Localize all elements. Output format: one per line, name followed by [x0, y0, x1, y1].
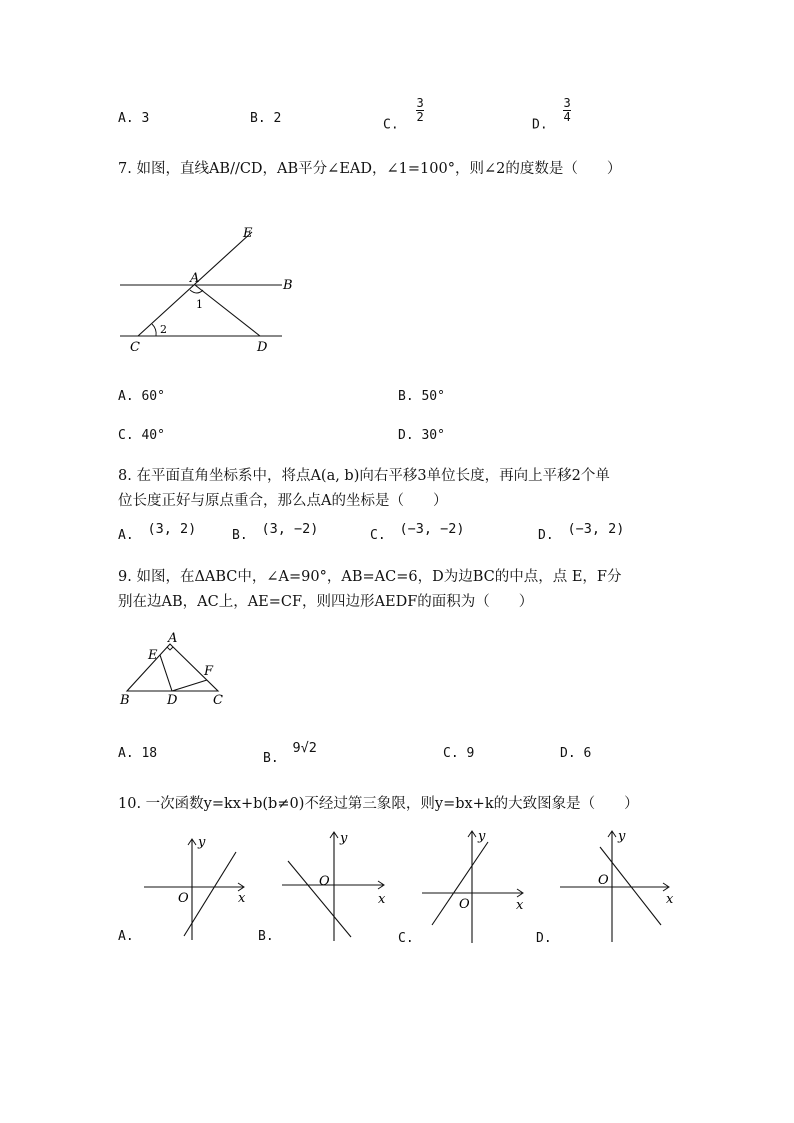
q9-option-b-prefix: B.	[263, 751, 279, 766]
q8-option-b-value: (3, −2)	[261, 521, 319, 537]
q7-option-d: D. 30°	[398, 428, 445, 443]
function-line	[600, 847, 661, 925]
q8-option-a-prefix: A.	[118, 528, 134, 543]
q6-option-c	[383, 96, 424, 133]
q6-option-d-prefix: D.	[532, 117, 548, 133]
label-d: D	[257, 340, 268, 355]
q8-option-d	[538, 521, 625, 543]
q8-option-c-prefix: C.	[370, 528, 386, 543]
right-angle-mark	[167, 647, 173, 650]
q9-option-b-value: 9√2	[292, 740, 317, 756]
y-label: y	[478, 829, 486, 844]
q7-option-a: A. 60°	[118, 389, 165, 404]
q8-option-b-prefix: B.	[232, 528, 248, 543]
x-label: x	[516, 898, 524, 913]
q6-option-c-fraction	[416, 97, 423, 123]
q9-option-c: C. 9	[443, 746, 475, 761]
label-angle-2: 2	[160, 323, 167, 336]
label-b: B	[283, 278, 293, 293]
q10-graph-b	[278, 825, 398, 945]
q8-option-d-value: (−3, 2)	[567, 521, 625, 537]
origin-label: O	[319, 874, 330, 889]
label-b: B	[120, 693, 130, 708]
label-f: F	[204, 664, 214, 679]
q6-c-denominator: 2	[416, 109, 424, 124]
function-line	[432, 842, 488, 925]
x-label: x	[666, 892, 674, 907]
origin-label: O	[178, 891, 189, 906]
q10-option-c: C.	[398, 931, 414, 946]
q10-graph-d	[556, 825, 681, 945]
q6-option-c-prefix: C.	[383, 117, 399, 133]
q8-stem-line2: 位长度正好与原点重合，那么点A的坐标是（ ）	[118, 493, 448, 509]
q9-option-d: D. 6	[560, 746, 592, 761]
angle-1-arc	[190, 290, 203, 293]
angle-2-arc	[152, 324, 156, 336]
q6-option-a: A. 3	[118, 111, 150, 126]
label-e: E	[243, 226, 253, 241]
q8-option-c	[370, 521, 465, 543]
y-label: y	[340, 831, 348, 846]
q8-option-a	[118, 521, 197, 543]
q8-stem-line1: 8. 在平面直角坐标系中，将点A(a, b)向右平移3单位长度，再向上平移2个单	[118, 468, 610, 484]
line-ad	[195, 285, 260, 336]
function-line	[288, 861, 351, 937]
label-angle-1: 1	[196, 298, 203, 311]
q8-option-a-value: (3, 2)	[147, 521, 197, 537]
label-e: E	[148, 648, 158, 663]
q6-c-numerator: 3	[416, 96, 424, 110]
q10-option-b: B.	[258, 929, 274, 944]
q7-stem: 7. 如图，直线AB//CD，AB平分∠EAD，∠1=100°，则∠2的度数是（ ）	[118, 161, 622, 177]
x-label: x	[238, 891, 246, 906]
q7-option-b: B. 50°	[398, 389, 445, 404]
label-a: A	[168, 631, 178, 646]
y-label: y	[618, 829, 626, 844]
q10-option-d: D.	[536, 931, 552, 946]
origin-label: O	[598, 873, 609, 888]
q8-option-b	[232, 521, 319, 543]
q9-stem-line2: 别在边AB，AC上，AE=CF，则四边形AEDF的面积为（ ）	[118, 594, 534, 610]
q10-stem: 10. 一次函数y=kx+b(b≠0)不经过第三象限，则y=bx+k的大致图象是（ ）	[118, 796, 639, 812]
segment-ed	[160, 655, 172, 691]
x-label: x	[378, 892, 386, 907]
origin-label: O	[459, 897, 470, 912]
q9-stem-line1: 9. 如图，在ΔABC中，∠A=90°，AB=AC=6，D为边BC的中点，点 E，F分	[118, 569, 622, 585]
q6-option-d	[532, 96, 571, 133]
q7-figure	[110, 220, 310, 360]
label-c: C	[213, 693, 223, 708]
q8-option-c-value: (−3, −2)	[399, 521, 465, 537]
q8-option-d-prefix: D.	[538, 528, 554, 543]
label-c: C	[130, 340, 140, 355]
q7-option-c: C. 40°	[118, 428, 165, 443]
q6-option-d-fraction	[563, 97, 570, 123]
segment-df	[172, 680, 207, 691]
y-label: y	[198, 835, 206, 850]
q10-graph-c	[418, 825, 538, 945]
q10-graph-a	[140, 830, 260, 945]
q10-option-a: A.	[118, 929, 134, 944]
q9-option-a: A. 18	[118, 746, 158, 761]
q9-figure	[115, 628, 235, 713]
q9-option-b	[263, 740, 317, 766]
q6-option-b: B. 2	[250, 111, 282, 126]
q6-d-denominator: 4	[563, 109, 571, 124]
label-a: A	[190, 271, 200, 286]
q6-d-numerator: 3	[563, 96, 571, 110]
label-d: D	[167, 693, 178, 708]
